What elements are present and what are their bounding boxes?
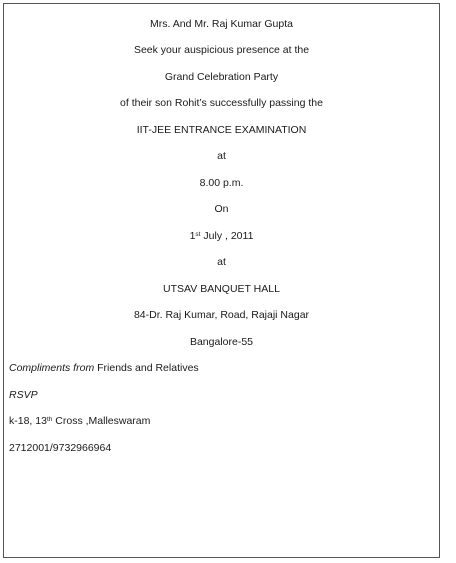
at-line-1: at <box>217 150 226 162</box>
compliments-label: Compliments from <box>9 362 95 374</box>
at-line-2: at <box>217 256 226 268</box>
request-line: Seek your auspicious presence at the <box>133 44 310 56</box>
date-rest: July , 2011 <box>200 230 254 242</box>
exam-line: IIT-JEE ENTRANCE EXAMINATION <box>136 124 307 136</box>
rsvp-phones: 2712001/9732966964 <box>9 442 112 454</box>
date-line <box>4 230 439 243</box>
city-line: Bangalore-55 <box>189 336 254 348</box>
rsvp-address-pre: k-18, 13 <box>9 415 47 427</box>
on-line: On <box>214 203 229 215</box>
hosts-line: Mrs. And Mr. Raj Kumar Gupta <box>150 18 293 30</box>
address-line: 84-Dr. Raj Kumar, Road, Rajaji Nagar <box>133 309 310 321</box>
time-line: 8.00 p.m. <box>199 177 244 189</box>
date-day: 1 <box>189 230 196 242</box>
date-suffix: st <box>195 231 201 238</box>
compliments-line <box>4 362 439 375</box>
rsvp-label: RSVP <box>9 389 38 401</box>
event-line: Grand Celebration Party <box>164 71 279 83</box>
rsvp-address <box>4 415 439 428</box>
rsvp-address-post: Cross ,Malleswaram <box>52 415 151 427</box>
occasion-line: of their son Rohit’s successfully passing the <box>120 97 323 109</box>
rsvp-address-suffix: th <box>46 416 53 423</box>
compliments-from: Friends and Relatives <box>94 362 199 374</box>
venue-line: UTSAV BANQUET HALL <box>163 283 280 295</box>
invitation-card <box>3 3 440 558</box>
